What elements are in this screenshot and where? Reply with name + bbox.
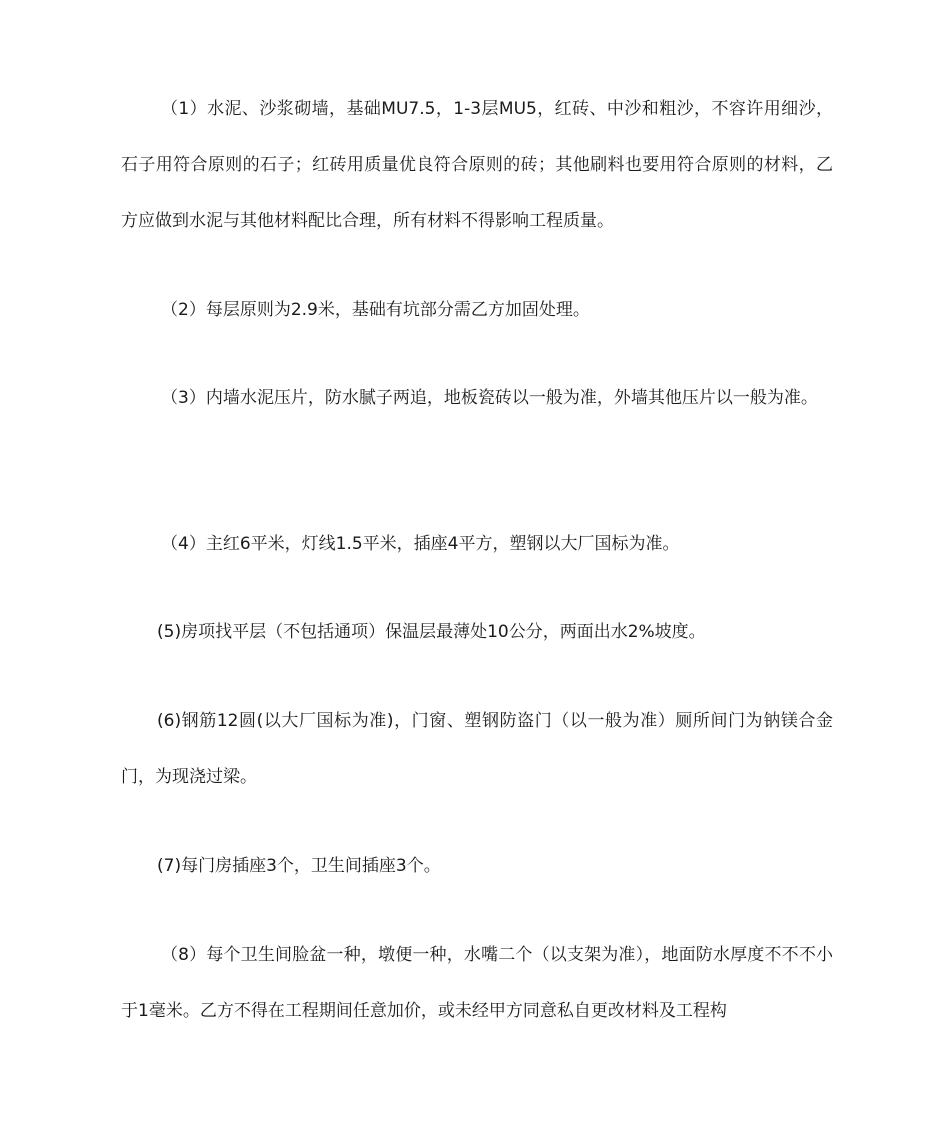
paragraph-8: （8）每个卫生间脸盆一种，墩便一种，水嘴二个（以支架为准），地面防水厚度不不不小于1毫米。乙方不得在工程期间任意加价，或未经甲方同意私自更改材料及工程构 [121, 945, 833, 1021]
paragraph-3: （3）内墙水泥压片，防水腻子两追，地板瓷砖以一般为准，外墙其他压片以一般为准。 [161, 388, 818, 408]
paragraph-4: （4）主红6平米，灯线1.5平米，插座4平方，塑钢以大厂国标为准。 [161, 534, 680, 554]
paragraph-1: （1）水泥、沙浆砌墙，基础MU7.5，1-3层MU5，红砖、中沙和粗沙，不容许用细沙，石子用符合原则的石子；红砖用质量优良符合原则的砖；其他刷料也要用符合原则的材料，乙方应做到水泥与其他材料配比合理，所有材料不得影响工程质量。 [121, 99, 833, 231]
paragraph-5: (5)房项找平层（不包括通项）保温层最薄处10公分，两面出水2%坡度。 [157, 622, 706, 642]
paragraph-2: （2）每层原则为2.9米，基础有坑部分需乙方加固处理。 [161, 300, 590, 320]
paragraph-6: (6)钢筋12圆(以大厂国标为准)，门窗、塑钢防盗门（以一般为准）厕所间门为钠镁合金门，为现浇过梁。 [121, 711, 833, 787]
paragraph-7: (7)每门房插座3个，卫生间插座3个。 [157, 856, 441, 876]
